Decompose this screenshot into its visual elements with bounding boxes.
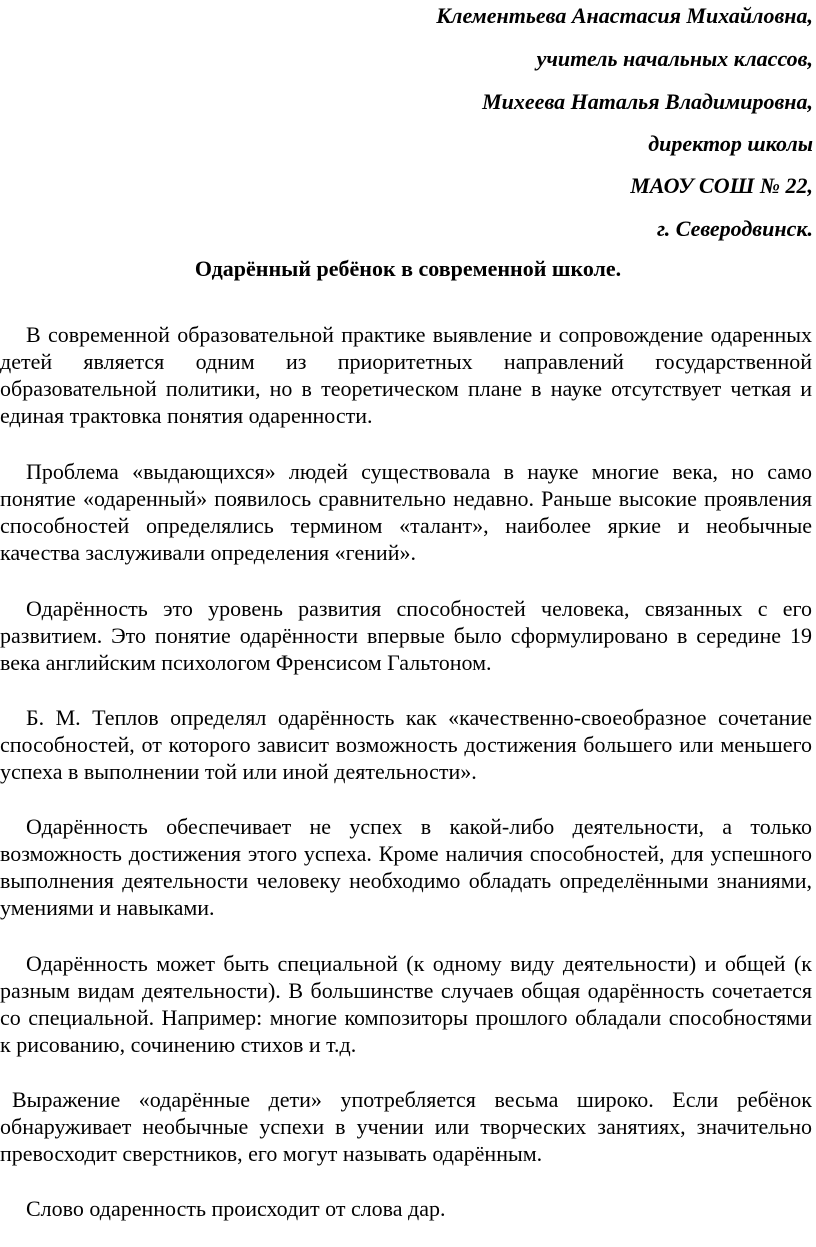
paragraph-text: Одарённость это уровень развития способностей человека, связанных с его развитием. Это понятие одарённости впервые было сформулировано в середине 19 века английским психологом Френсисом Гальтоном. — [0, 596, 812, 675]
paragraph-5 — [0, 813, 812, 921]
paragraph-text: Б. М. Теплов определял одарённость как «качественно-своеобразное сочетание способностей, от которого зависит возможность достижения большего или меньшего успеха в выполнении той или иной деятельности». — [0, 705, 812, 784]
paragraph-text: В современной образовательной практике выявление и сопровождение одаренных детей является одним из приоритетных направлений государственной образовательной политики, но в теоретическом плане в науке отсутствует четкая и единая трактовка понятия одаренности. — [0, 322, 812, 428]
paragraph-text: Одарённость обеспечивает не успех в какой-либо деятельности, а только возможность достижения этого успеха. Кроме наличия способностей, для успешного выполнения деятельности человеку необходимо обладать определёнными знаниями, умениями и навыками. — [0, 814, 812, 920]
paragraph-text: Слово одаренность происходит от слова дар. — [26, 1196, 446, 1221]
paragraph-text: Проблема «выдающихся» людей существовала в науке многие века, но само понятие «одаренный» появилось сравнительно недавно. Раньше высокие проявления способностей определялись термином «талант», наиболее яркие и необычные качества заслуживали определения «гений». — [0, 459, 812, 565]
paragraph-3 — [0, 595, 812, 676]
city: г. Северодвинск. — [656, 216, 813, 241]
author-name-2: Михеева Наталья Владимировна, — [482, 89, 813, 114]
paragraph-4 — [0, 704, 812, 785]
paragraph-text: Выражение «одарённые дети» употребляется весьма широко. Если ребёнок обнаруживает необычные успехи в учении или творческих занятиях, значительно превосходит сверстников, его могут называть одарённым. — [0, 1087, 812, 1166]
author-role-2: директор школы — [648, 131, 813, 156]
organization: МАОУ СОШ № 22, — [630, 173, 813, 198]
paragraph-6 — [0, 950, 812, 1058]
document-title: Одарённый ребёнок в современной школе. — [194, 256, 622, 281]
paragraph-text: Одарённость может быть специальной (к одному виду деятельности) и общей (к разным видам деятельности). В большинстве случаев общая одарённость сочетается со специальной. Например: многие композиторы прошлого обладали способностями к рисованию, сочинению стихов и т.д. — [0, 951, 812, 1057]
paragraph-1 — [0, 321, 812, 429]
paragraph-8 — [0, 1195, 812, 1222]
paragraph-2 — [0, 458, 812, 566]
paragraph-7 — [0, 1086, 812, 1167]
author-name-1: Клементьева Анастасия Михайловна, — [436, 3, 813, 28]
author-role-1: учитель начальных классов, — [536, 46, 813, 71]
